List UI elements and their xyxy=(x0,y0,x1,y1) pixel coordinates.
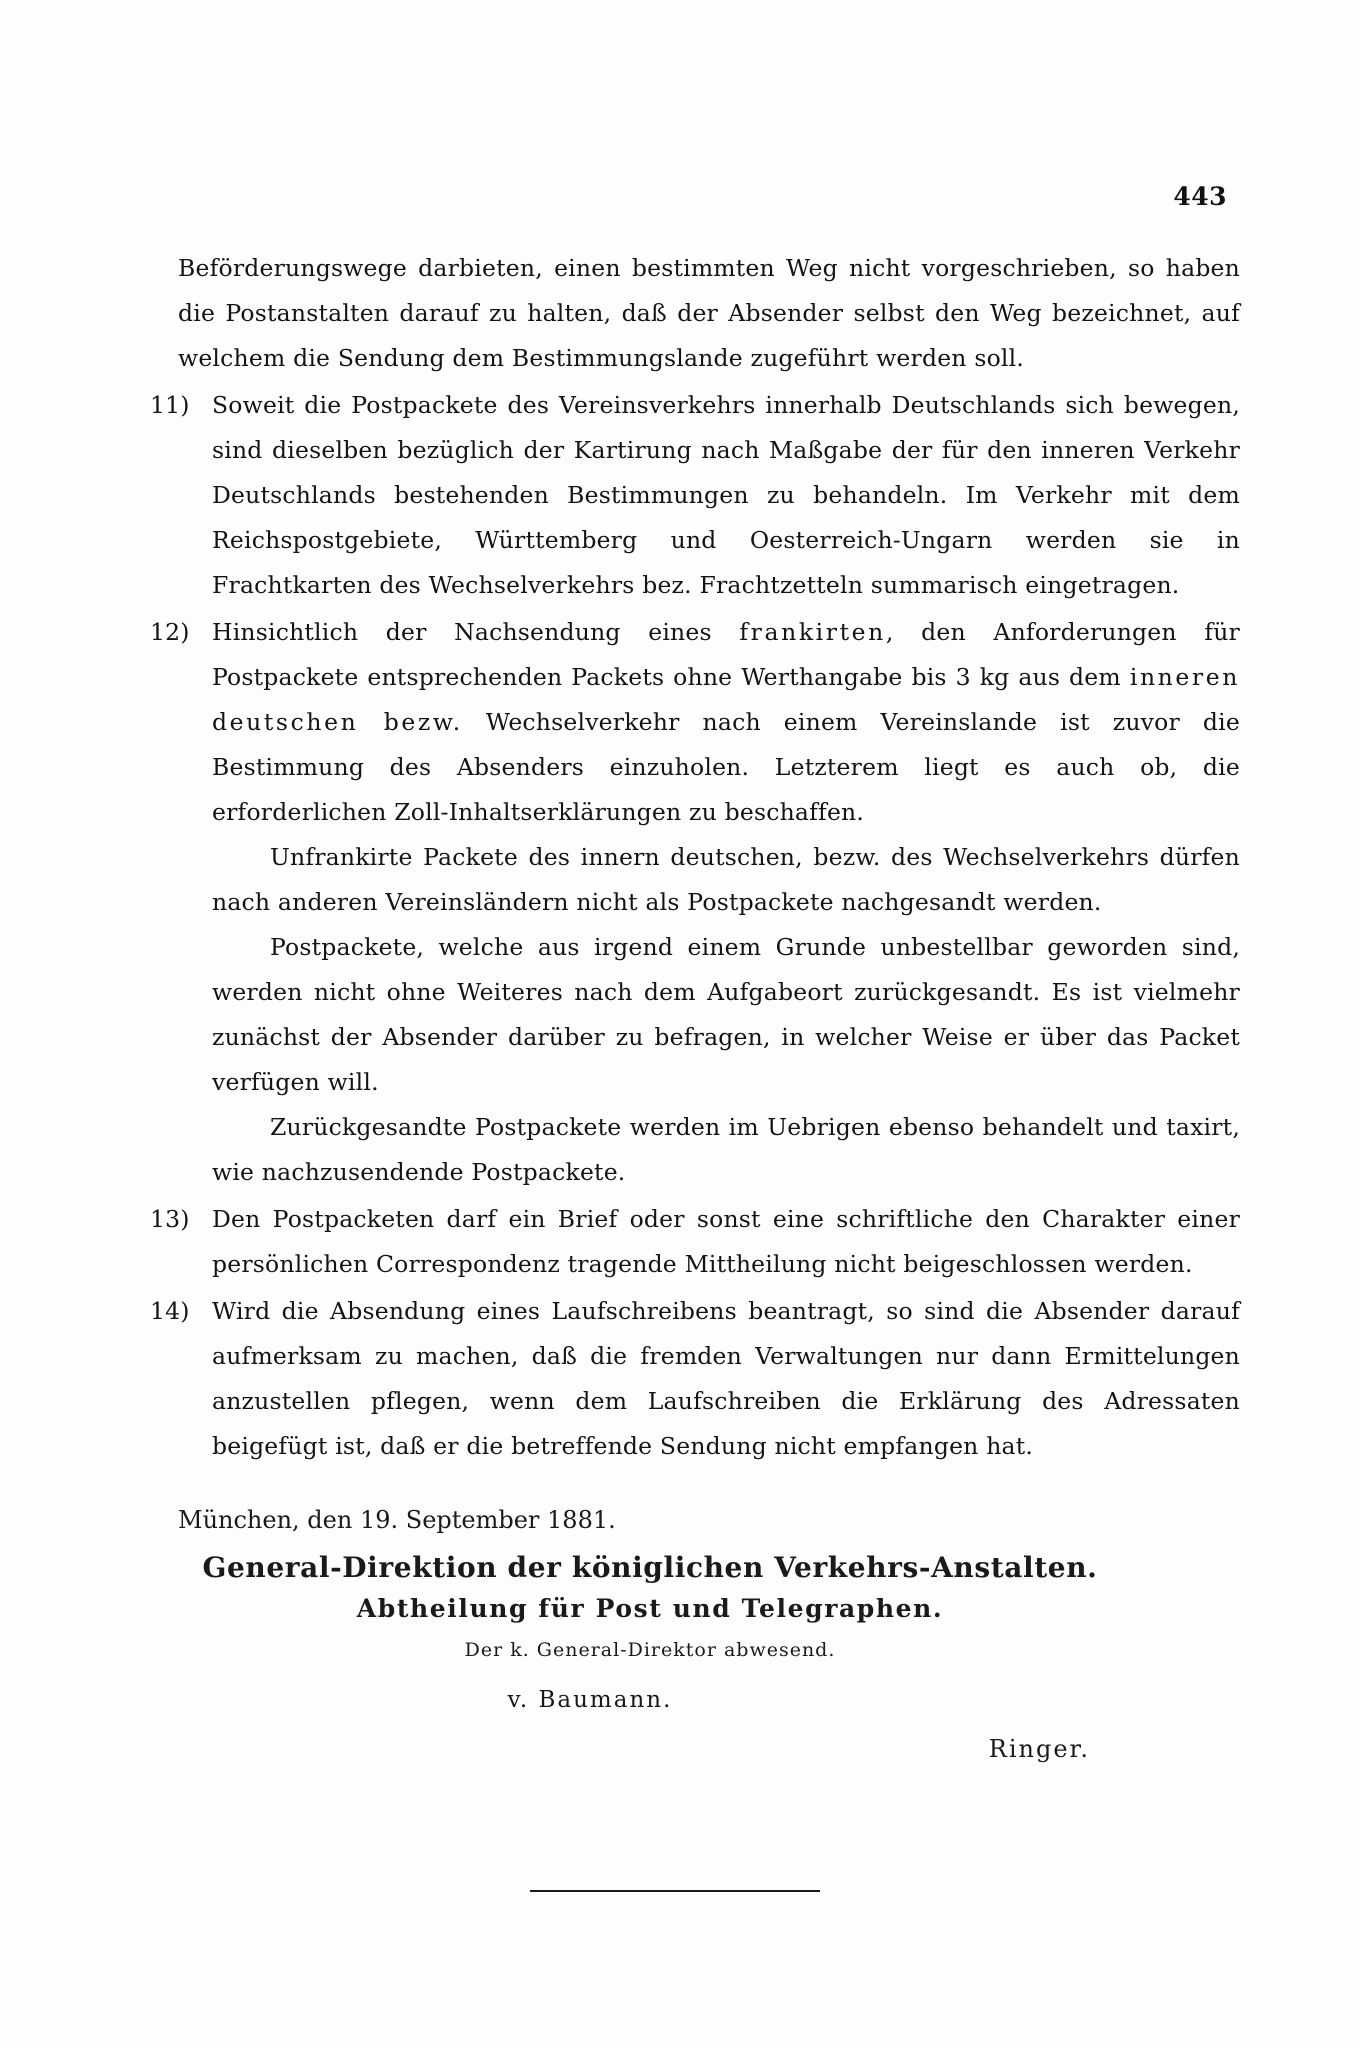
page-number: 443 xyxy=(1173,182,1227,211)
list-item-marker: 14) xyxy=(150,1297,190,1325)
lead-paragraph: Beförderungswege darbieten, einen bestimmten Weg nicht vorgeschrieben, so haben die Postanstalten darauf zu halten, daß der Absender selbst den Weg bezeichnet, auf welchem die Sendung dem Bestimmungslande zugeführt werden soll. xyxy=(178,254,1240,372)
sub-paragraph-2: Postpackete, welche aus irgend einem Grunde unbestellbar geworden sind, werden nicht ohne Weiteres nach dem Aufgabeort zurückgesandt. Es ist vielmehr zunächst der Absender darüber zu befragen, in welcher Weise er über das Packet verfügen will. xyxy=(212,933,1240,1096)
list-item-text: Wird die Absendung eines Laufschreibens beantragt, so sind die Absender darauf aufmerksam zu machen, daß die fremden Verwaltungen nur dann Ermittelungen anzustellen pflegen, wenn dem Laufschreiben die Erklärung des Adressaten beigefügt ist, daß er die betreffende Sendung nicht empfangen hat. xyxy=(212,1297,1240,1460)
list-item-marker: 12) xyxy=(150,618,190,646)
signature-secondary: Ringer. xyxy=(988,1735,1090,1763)
dateline: München, den 19. September 1881. xyxy=(178,1506,616,1534)
list-item-marker: 13) xyxy=(150,1205,190,1233)
list-item-text: Den Postpacketen darf ein Brief oder sonst eine schriftliche den Charakter einer persönlichen Correspondenz tragende Mittheilung nicht beigeschlossen werden. xyxy=(212,1205,1240,1278)
list-item-marker: 11) xyxy=(150,391,190,419)
organisation-title: General-Direktion der königlichen Verkehrs-Anstalten. xyxy=(202,1551,1098,1584)
list-item xyxy=(150,1197,1240,1287)
list-item xyxy=(150,1289,1240,1469)
list-item-emphasis-2: inneren deutschen bezw. xyxy=(212,663,1240,736)
department-title: Abtheilung für Post und Telegraphen. xyxy=(356,1594,944,1623)
list-item-text: Soweit die Postpackete des Vereinsverkehrs innerhalb Deutschlands sich bewegen, sind dieselben bezüglich der Kartirung nach Maßgabe der für den inneren Verkehr Deutschlands bestehenden Bestimmungen zu behandeln. Im Verkehr mit dem Reichspostgebiete, Württemberg und Oesterreich-Ungarn werden sie in Frachtkarten des Wechselverkehrs bez. Frachtzetteln summarisch eingetragen. xyxy=(212,391,1240,599)
document-body xyxy=(150,246,1240,1763)
signature-block xyxy=(150,1551,1150,1763)
list-item-text-part3: Wechselverkehr nach einem Vereinslande ist zuvor die Bestimmung des Absenders einzuholen. Letzterem liegt es auch ob, die erforderlichen Zoll-Inhaltserklärungen zu beschaffen. xyxy=(212,708,1240,826)
sub-paragraph-1: Unfrankirte Packete des innern deutschen, bezw. des Wechselverkehrs dürfen nach anderen Vereinsländern nicht als Postpackete nachgesandt werden. xyxy=(212,843,1240,916)
section-divider-rule xyxy=(530,1890,820,1892)
sub-paragraph-3: Zurückgesandte Postpackete werden im Uebrigen ebenso behandelt und taxirt, wie nachzusendende Postpackete. xyxy=(212,1113,1240,1186)
list-item xyxy=(150,610,1240,835)
director-absence-note: Der k. General-Direktor abwesend. xyxy=(464,1639,836,1661)
list-item-text-part1: Hinsichtlich der Nachsendung eines xyxy=(212,618,740,646)
list-item-emphasis-1: frankirten xyxy=(739,618,886,646)
list-item xyxy=(150,383,1240,608)
signature-primary: v. Baumann. xyxy=(507,1687,673,1713)
list-item-text-part2: , den Anforderungen für Postpackete entsprechenden Packets ohne Werthangabe bis 3 kg aus dem xyxy=(212,618,1240,691)
